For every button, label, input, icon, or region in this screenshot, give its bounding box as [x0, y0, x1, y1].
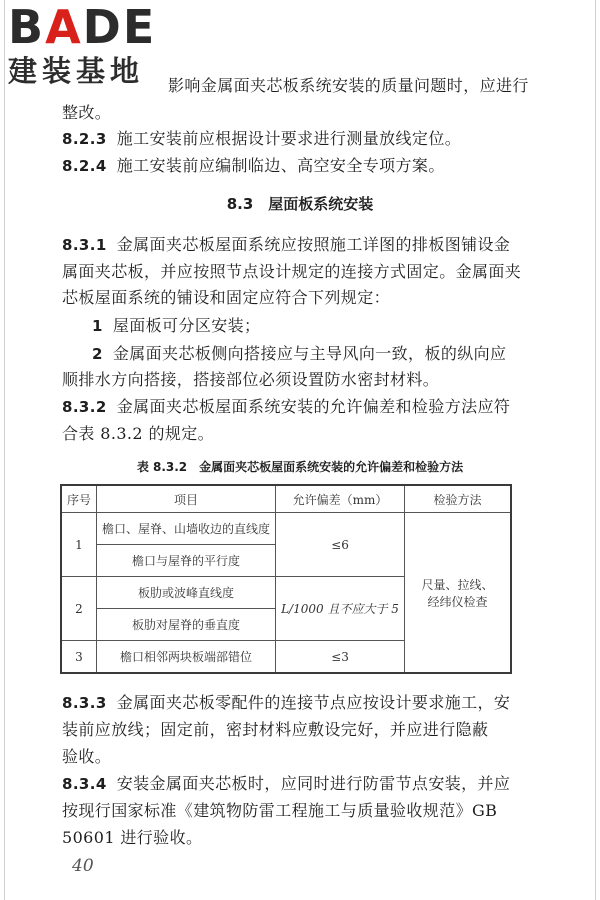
table-header-row — [61, 485, 511, 513]
clause-8-3-1-line-1 — [62, 235, 510, 255]
clause-8-3-1-line-3: 芯板屋面系统的铺设和固定应符合下列规定： — [62, 288, 391, 307]
row-number: 2 — [61, 577, 97, 641]
clause-8-2-3 — [62, 129, 461, 149]
page-edge-right — [595, 0, 596, 900]
intro-line-2: 整改。 — [62, 103, 112, 122]
table-caption: 表 8.3.2 金属面夹芯板屋面系统安装的允许偏差和检验方法 — [136, 460, 464, 474]
logo-letters-de: DE — [82, 0, 157, 54]
list-number: 1 — [92, 317, 103, 335]
list-number: 2 — [92, 345, 103, 363]
clause-text: 安装金属面夹芯板时，应同时进行防雷节点安装，并应 — [116, 774, 511, 793]
clause-text: 金属面夹芯板零配件的连接节点应按设计要求施工，安 — [116, 693, 511, 712]
logo-letter-a: A — [45, 0, 83, 54]
list-text: 金属面夹芯板侧向搭接应与主导风向一致，板的纵向应 — [112, 344, 507, 363]
list-text: 屋面板可分区安装； — [112, 316, 261, 335]
row-item: 檐口相邻两块板端部错位 — [97, 641, 276, 674]
logo-subtitle: 建装基地 — [8, 54, 145, 88]
row-number: 1 — [61, 513, 97, 577]
header-no: 序号 — [61, 485, 97, 513]
row-tolerance: L/1000 且不应大于 5 — [276, 577, 405, 641]
clause-8-3-2-line-2: 合表 8.3.2 的规定。 — [62, 424, 215, 443]
row-item: 板肋对屋脊的垂直度 — [97, 609, 276, 641]
header-item: 项目 — [97, 485, 276, 513]
page-number: 40 — [72, 856, 94, 876]
method-line-1: 尺量、拉线、 — [421, 577, 494, 592]
section-number: 8.3 — [226, 195, 254, 213]
logo-letter-b: B — [8, 0, 46, 54]
logo-wordmark — [8, 2, 208, 52]
clause-text: 金属面夹芯板屋面系统应按照施工详图的排板图铺设金 — [116, 235, 511, 254]
inspection-method — [405, 513, 512, 674]
clause-8-3-4-line-1 — [62, 774, 510, 794]
method-line-2: 经纬仪检查 — [427, 594, 488, 609]
clause-number: 8.3.3 — [62, 694, 107, 712]
list-item-1 — [92, 316, 260, 336]
header-tolerance: 允许偏差（mm） — [276, 485, 405, 513]
row-tolerance: ≤3 — [276, 641, 405, 674]
list-item-2 — [92, 344, 506, 364]
row-item: 板肋或波峰直线度 — [97, 577, 276, 609]
clause-8-3-3-line-1 — [62, 693, 510, 713]
clause-8-3-2-line-1 — [62, 397, 510, 417]
list-item-2-line-2: 顺排水方向搭接，搭接部位必须设置防水密封材料。 — [62, 370, 440, 389]
section-title-text: 屋面板系统安装 — [268, 195, 374, 213]
clause-number: 8.3.1 — [62, 236, 107, 254]
page-edge-left — [4, 0, 5, 900]
clause-8-3-3-line-2: 装前应放线；固定前，密封材料应敷设完好，并应进行隐蔽 — [62, 720, 489, 739]
clause-number: 8.2.4 — [62, 157, 107, 175]
clause-8-2-4 — [62, 156, 445, 176]
tolerance-table — [60, 484, 512, 674]
clause-8-3-1-line-2: 属面夹芯板，并应按照节点设计规定的连接方式固定。金属面夹 — [62, 262, 522, 281]
clause-8-3-4-line-2: 按现行国家标准《建筑物防雷工程施工与质量验收规范》GB — [62, 801, 498, 820]
clause-text: 施工安装前应编制临边、高空安全专项方案。 — [116, 156, 445, 175]
clause-number: 8.3.4 — [62, 775, 107, 793]
row-item: 檐口、屋脊、山墙收边的直线度 — [97, 513, 276, 545]
clause-number: 8.2.3 — [62, 130, 107, 148]
row-item: 檐口与屋脊的平行度 — [97, 545, 276, 577]
table-row — [61, 513, 511, 545]
clause-text: 施工安装前应根据设计要求进行测量放线定位。 — [116, 129, 462, 148]
row-tolerance: ≤6 — [276, 513, 405, 577]
header-method: 检验方法 — [405, 485, 512, 513]
intro-line-1: 影响金属面夹芯板系统安装的质量问题时，应进行 — [168, 76, 529, 95]
section-heading — [0, 193, 600, 214]
clause-8-3-4-line-3: 50601 进行验收。 — [62, 828, 203, 847]
clause-8-3-3-line-3: 验收。 — [62, 747, 112, 766]
clause-text: 金属面夹芯板屋面系统安装的允许偏差和检验方法应符 — [116, 397, 511, 416]
row-number: 3 — [61, 641, 97, 674]
clause-number: 8.3.2 — [62, 398, 107, 416]
